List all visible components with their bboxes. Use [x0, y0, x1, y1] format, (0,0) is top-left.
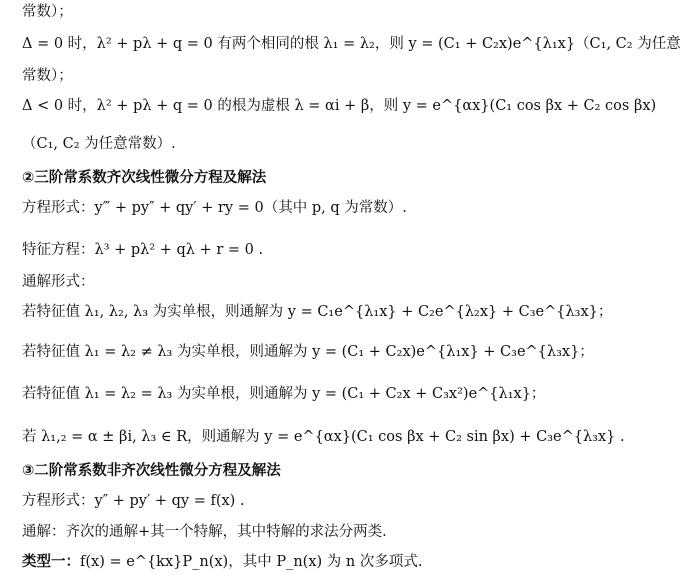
- text-line-2: Δ = 0 时，λ² + pλ + q = 0 有两个相同的根 λ₁ = λ₂，则 y = (C₁ + C₂x)e^{λ₁x}（C₁, C₂ 为任意: [22, 36, 681, 52]
- text-line-4: Δ < 0 时，λ² + pλ + q = 0 的根为虚根 λ = αi + β，则 y = e^{αx}(C₁ cos βx + C₂ cos βx): [22, 98, 657, 114]
- section-heading-3: ③二阶常系数非齐次线性微分方程及解法: [22, 463, 281, 479]
- text-line-5: （C₁, C₂ 为任意常数）.: [22, 136, 176, 152]
- text-line-7: 方程形式：y‴ + py″ + qy′ + ry = 0（其中 p, q 为常数）.: [22, 200, 407, 216]
- text-line-1: 常数）；: [22, 4, 73, 20]
- text-line-15: 方程形式：y″ + py′ + qy = f(x) .: [22, 493, 245, 509]
- text-line-12: 若特征值 λ₁ = λ₂ = λ₃ 为实单根，则通解为 y = (C₁ + C₂x + C₃x²)e^{λ₁x}；: [22, 386, 546, 402]
- text-line-13: 若 λ₁,₂ = α ± βi, λ₃ ∈ R，则通解为 y = e^{αx}(C₁ cos βx + C₂ sin βx) + C₃e^{λ₃x} .: [22, 429, 625, 445]
- section-heading-2: ②三阶常系数齐次线性微分方程及解法: [22, 170, 267, 186]
- text-line-9: 通解形式：: [22, 274, 95, 290]
- text-line-10: 若特征值 λ₁, λ₂, λ₃ 为实单根，则通解为 y = C₁e^{λ₁x} + C₂e^{λ₂x} + C₃e^{λ₃x}；: [22, 304, 613, 320]
- text-line-16: 通解：齐次的通解+其一个特解，其中特解的求法分两类.: [22, 524, 387, 540]
- type-one-text: f(x) = e^{kx}P_n(x)，其中 P_n(x) 为 n 次多项式.: [80, 554, 423, 570]
- text-line-3: 常数）；: [22, 68, 73, 84]
- text-line-11: 若特征值 λ₁ = λ₂ ≠ λ₃ 为实单根，则通解为 y = (C₁ + C₂x)e^{λ₁x} + C₃e^{λ₃x}；: [22, 344, 594, 360]
- text-line-8: 特征方程：λ³ + pλ² + qλ + r = 0 .: [22, 242, 264, 258]
- type-one-label: 类型一：: [22, 554, 80, 570]
- text-line-17: [22, 552, 600, 572]
